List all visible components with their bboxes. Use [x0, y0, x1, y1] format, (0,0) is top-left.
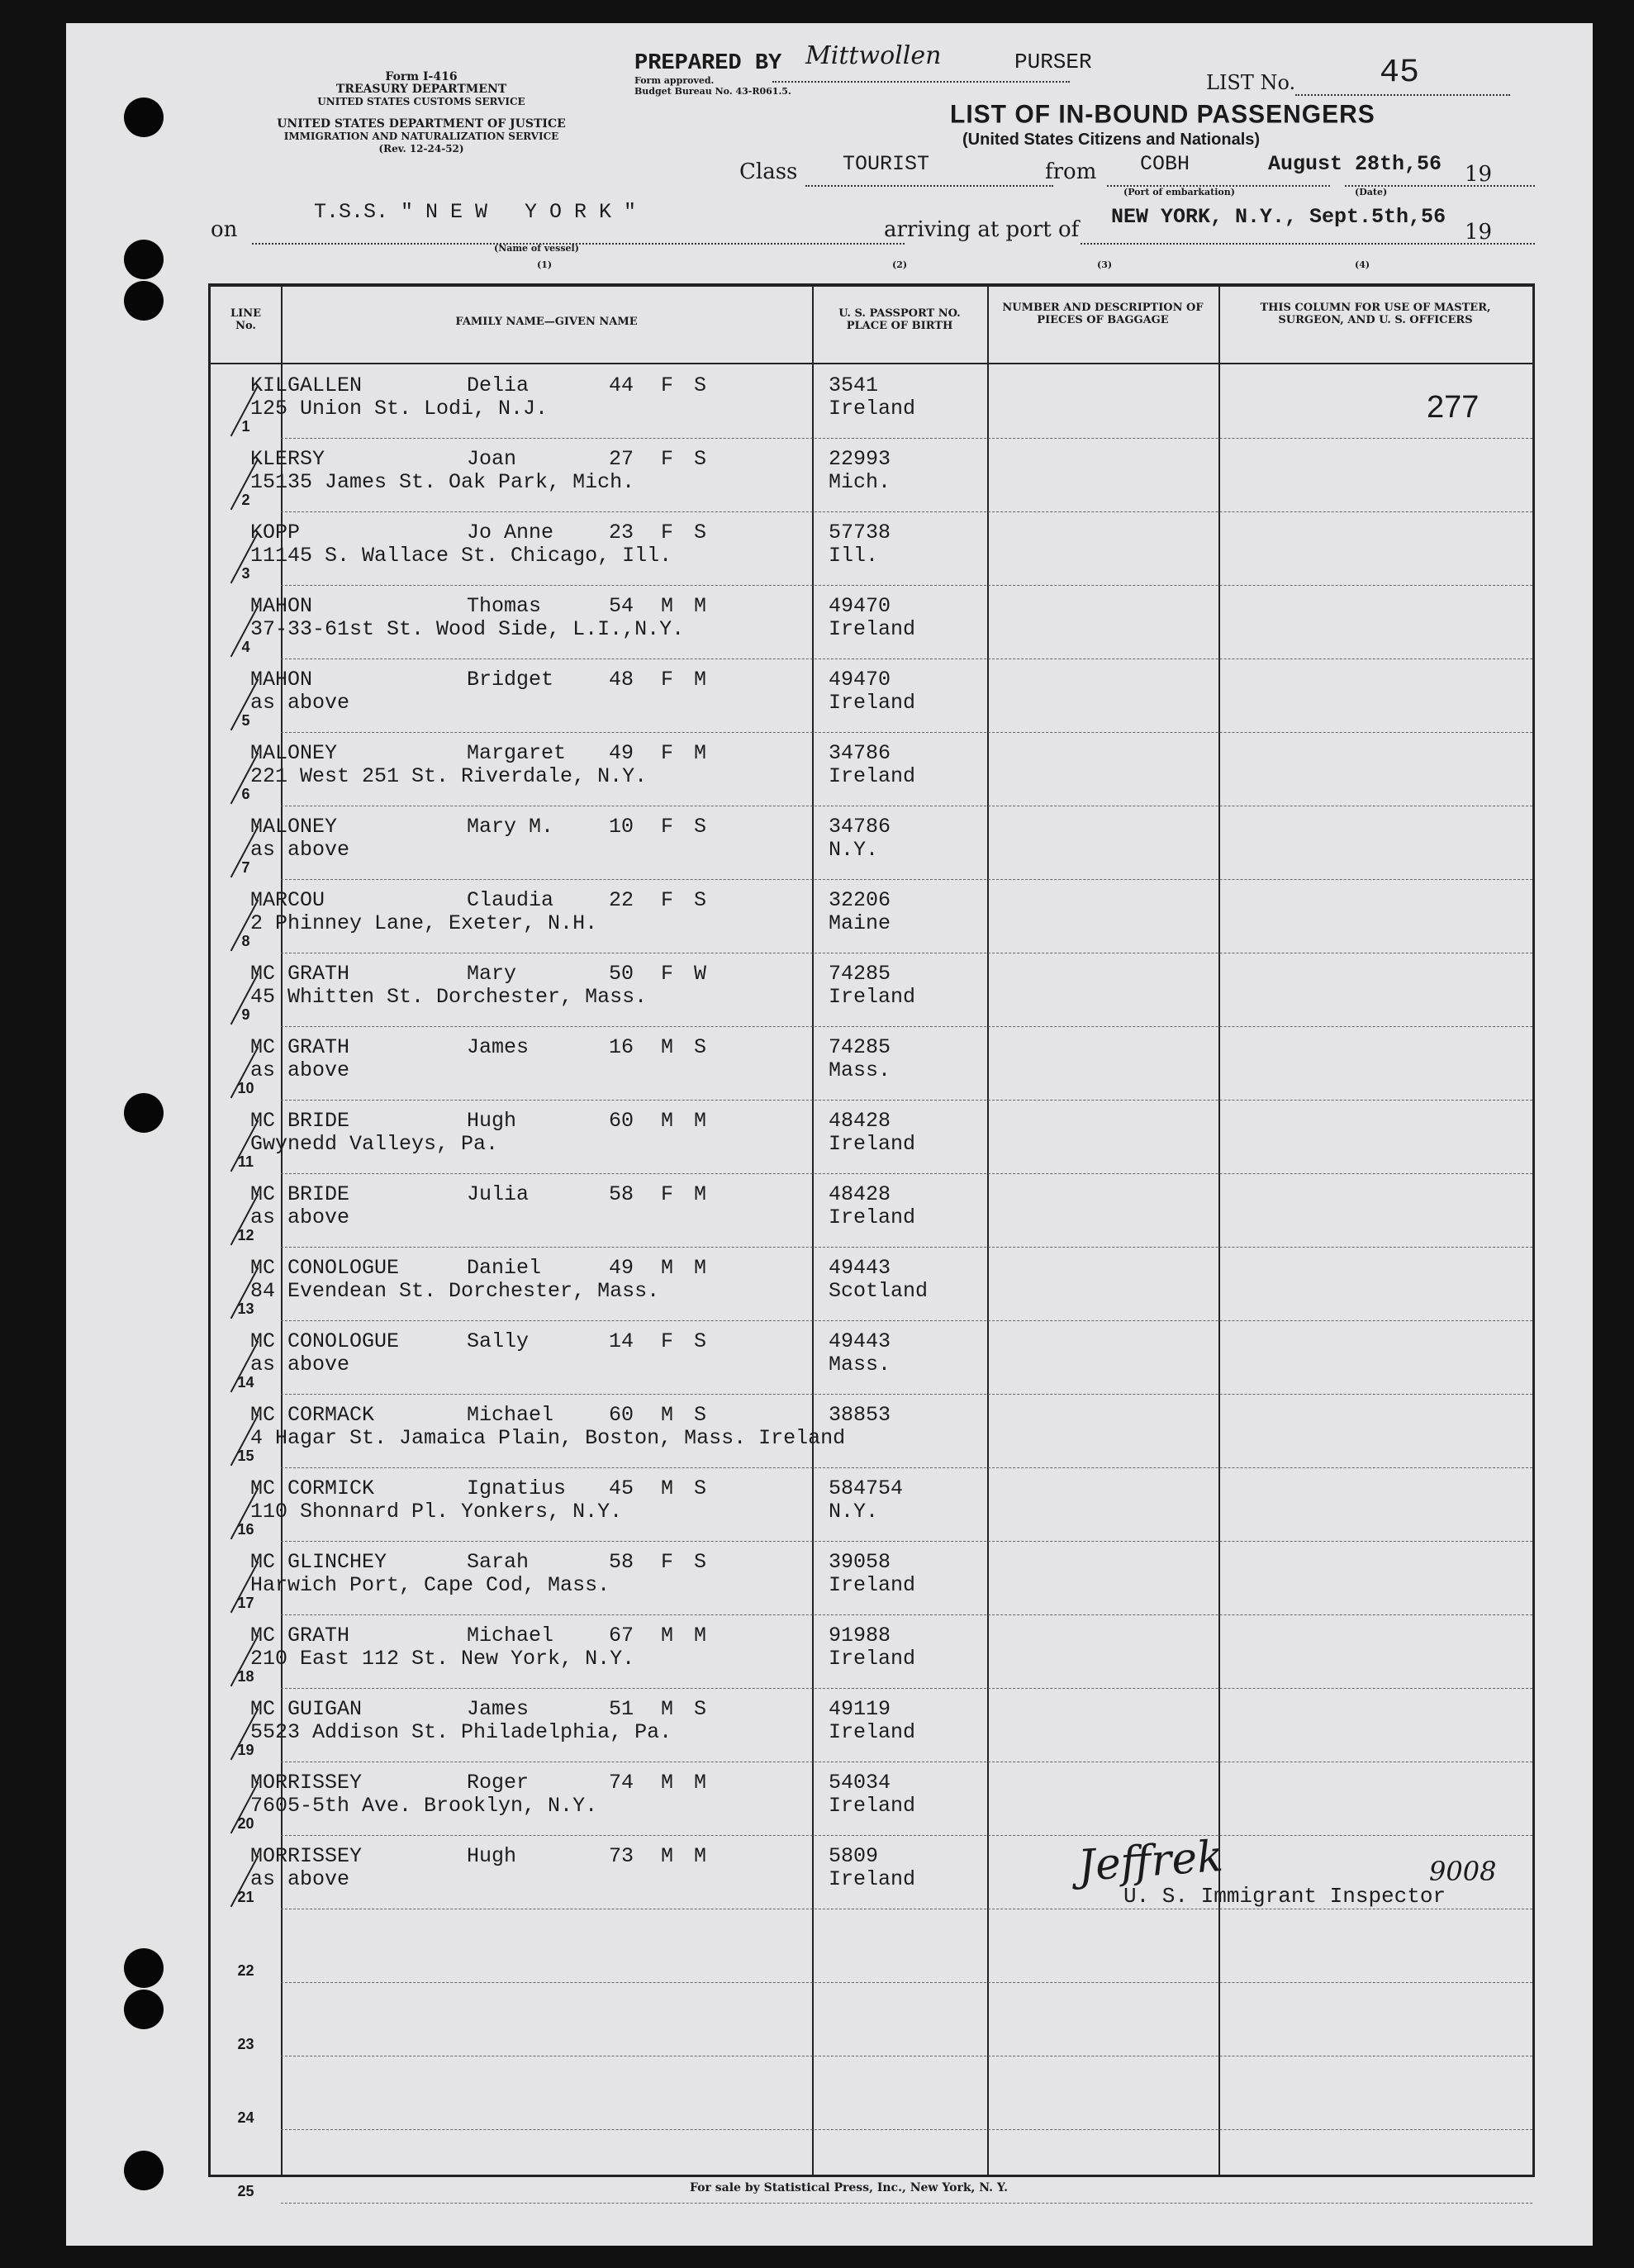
given-name: Ignatius [467, 1476, 567, 1500]
sex: F [661, 373, 674, 397]
sex: F [661, 1329, 674, 1353]
marital-status: M [694, 594, 707, 618]
date-value: August 28th,56 [1268, 152, 1442, 176]
place-of-birth: Scotland [829, 1279, 929, 1303]
family-name: MAHON [250, 668, 313, 692]
given-name: Michael [467, 1624, 554, 1648]
given-name: Thomas [467, 594, 542, 618]
justice-dept: UNITED STATES DEPARTMENT OF JUSTICE [277, 117, 566, 131]
line-number: 5 [241, 712, 250, 729]
line-number: 7 [241, 859, 250, 876]
age: 16 [609, 1035, 634, 1059]
marital-status: S [694, 373, 707, 397]
age: 54 [609, 594, 634, 618]
marital-status: M [694, 1844, 707, 1868]
punch-hole-4 [124, 1093, 164, 1133]
sex: M [661, 1697, 674, 1721]
family-name: MC GRATH [250, 962, 350, 986]
table-row [211, 1689, 1532, 1762]
age: 44 [609, 373, 634, 397]
punch-hole-2 [124, 240, 164, 279]
sex: M [661, 1476, 674, 1500]
table-row [211, 806, 1532, 880]
table-row [211, 1983, 1532, 2056]
marital-status: S [694, 815, 707, 839]
sex: F [661, 962, 674, 986]
given-name: Hugh [467, 1109, 517, 1133]
table-row [211, 659, 1532, 733]
header-name: FAMILY NAME—GIVEN NAME [455, 316, 638, 328]
address: Gwynedd Valleys, Pa. [250, 1132, 499, 1156]
passport-number: 39058 [829, 1550, 891, 1574]
list-no-underline [1295, 94, 1510, 96]
sex: M [661, 1109, 674, 1133]
place-of-birth: N.Y. [829, 1500, 879, 1524]
family-name: MC CONOLOGUE [250, 1256, 400, 1280]
class-underline [805, 185, 1053, 187]
header-line-no: LINE No. [230, 307, 261, 332]
passport-number: 48428 [829, 1109, 891, 1133]
arriving-label: arriving at port of [884, 217, 1080, 242]
family-name: KLERSY [250, 447, 325, 471]
marital-status: S [694, 1403, 707, 1427]
from-label: from [1045, 159, 1097, 184]
class-label: Class [739, 159, 798, 184]
line-number: 20 [237, 1815, 254, 1832]
marital-status: S [694, 1476, 707, 1500]
sex: F [661, 521, 674, 544]
port-embark-value: COBH [1140, 152, 1190, 176]
table-row [211, 1395, 1532, 1468]
sex: F [661, 815, 674, 839]
line-number: 14 [237, 1374, 254, 1391]
sex: F [661, 447, 674, 471]
table-row [211, 439, 1532, 512]
passport-number: 49119 [829, 1697, 891, 1721]
address: 5523 Addison St. Philadelphia, Pa. [250, 1720, 672, 1744]
age: 27 [609, 447, 634, 471]
line-number: 21 [237, 1889, 254, 1905]
given-name: Mary M. [467, 815, 554, 839]
line-number: 25 [237, 2183, 254, 2199]
address: as above [250, 1058, 350, 1082]
age: 51 [609, 1697, 634, 1721]
family-name: MALONEY [250, 741, 338, 765]
given-name: Joan [467, 447, 517, 471]
family-name: MORRISSEY [250, 1771, 363, 1795]
passport-number: 49470 [829, 668, 891, 692]
address: as above [250, 838, 350, 862]
punch-hole-3 [124, 281, 164, 321]
marital-status: S [694, 1550, 707, 1574]
sex: M [661, 1403, 674, 1427]
passport-number: 3541 [829, 373, 879, 397]
on-label: on [211, 217, 238, 242]
arrival-port-date: NEW YORK, N.Y., Sept.5th,56 [1111, 205, 1446, 229]
family-name: MC GRATH [250, 1624, 350, 1648]
place-of-birth: Ireland [829, 764, 916, 788]
passport-number: 74285 [829, 1035, 891, 1059]
table-row [211, 1909, 1532, 1983]
address: 15135 James St. Oak Park, Mich. [250, 470, 635, 494]
address: as above [250, 1867, 350, 1891]
sex: M [661, 1256, 674, 1280]
family-name: KILGALLEN [250, 373, 363, 397]
place-of-birth: Ireland [829, 1647, 916, 1671]
header-divider [211, 363, 1532, 364]
given-name: Roger [467, 1771, 530, 1795]
place-of-birth: Ireland [829, 1794, 916, 1818]
table-row [211, 512, 1532, 586]
family-name: MARCOU [250, 888, 325, 912]
address: as above [250, 1205, 350, 1229]
sex: F [661, 1550, 674, 1574]
address: 2 Phinney Lane, Exeter, N.H. [250, 911, 598, 935]
given-name: Mary [467, 962, 517, 986]
punch-hole-7 [124, 2151, 164, 2190]
family-name: MC GRATH [250, 1035, 350, 1059]
given-name: Michael [467, 1403, 554, 1427]
given-name: Sally [467, 1329, 530, 1353]
passport-number: 32206 [829, 888, 891, 912]
address: 45 Whitten St. Dorchester, Mass. [250, 985, 648, 1009]
table-row [211, 1101, 1532, 1174]
revision-date: (Rev. 12-24-52) [378, 143, 464, 155]
given-name: Julia [467, 1182, 530, 1206]
list-no-value: 45 [1380, 55, 1420, 92]
age: 74 [609, 1771, 634, 1795]
line-number: 13 [237, 1300, 254, 1317]
family-name: MC BRIDE [250, 1109, 350, 1133]
passport-number: 34786 [829, 815, 891, 839]
line-number: 2 [241, 492, 250, 508]
age: 60 [609, 1403, 634, 1427]
line-number: 10 [237, 1080, 254, 1096]
age: 58 [609, 1182, 634, 1206]
purser-label: PURSER [1014, 50, 1092, 74]
line-number: 23 [237, 2036, 254, 2052]
line-number: 3 [241, 565, 250, 582]
header-passport: U. S. PASSPORT NO. PLACE OF BIRTH [838, 307, 961, 332]
address: as above [250, 691, 350, 715]
age: 58 [609, 1550, 634, 1574]
class-value: TOURIST [843, 152, 930, 176]
family-name: MC CORMACK [250, 1403, 375, 1427]
age: 50 [609, 962, 634, 986]
place-of-birth: Ireland [829, 1205, 916, 1229]
line-number: 9 [241, 1006, 250, 1023]
table-row [211, 1248, 1532, 1321]
given-name: James [467, 1697, 530, 1721]
family-name: MC GLINCHEY [250, 1550, 387, 1574]
form-approved: Form approved. [634, 75, 715, 86]
marital-status: S [694, 1035, 707, 1059]
place-of-birth: Ireland [829, 691, 916, 715]
table-row [211, 1468, 1532, 1542]
place-of-birth: Mass. [829, 1353, 891, 1376]
family-name: MC CORMICK [250, 1476, 375, 1500]
address: as above [250, 1353, 350, 1376]
year-prefix: 19 [1465, 162, 1493, 187]
marital-status: M [694, 741, 707, 765]
line-number: 12 [237, 1227, 254, 1243]
family-name: MALONEY [250, 815, 338, 839]
passport-number: 584754 [829, 1476, 904, 1500]
age: 49 [609, 741, 634, 765]
address: 210 East 112 St. New York, N.Y. [250, 1647, 635, 1671]
place-of-birth: Mass. [829, 1058, 891, 1082]
place-of-birth: Ireland [829, 1867, 916, 1891]
family-name: MC GUIGAN [250, 1697, 363, 1721]
table-row [211, 1762, 1532, 1836]
table-row [211, 1542, 1532, 1615]
passport-number: 74285 [829, 962, 891, 986]
age: 73 [609, 1844, 634, 1868]
age: 60 [609, 1109, 634, 1133]
marital-status: M [694, 1182, 707, 1206]
row-divider [281, 2203, 1532, 2204]
marital-status: M [694, 1624, 707, 1648]
inspector-label: U. S. Immigrant Inspector [1123, 1884, 1446, 1909]
place-of-birth: Ireland [829, 985, 916, 1009]
address: 7605-5th Ave. Brooklyn, N.Y. [250, 1794, 598, 1818]
form-number: Form I-416 [385, 70, 458, 83]
address: Harwich Port, Cape Cod, Mass. [250, 1573, 610, 1597]
table-row [211, 2056, 1532, 2130]
date-caption: (Date) [1355, 187, 1388, 197]
col-num-3: (3) [1097, 259, 1113, 270]
col-num-4: (4) [1355, 259, 1370, 270]
sex: F [661, 888, 674, 912]
header-officers: THIS COLUMN FOR USE OF MASTER, SURGEON, AND U. S. OFFICERS [1260, 302, 1491, 326]
address: 110 Shonnard Pl. Yonkers, N.Y. [250, 1500, 623, 1524]
sex: M [661, 594, 674, 618]
family-name: MORRISSEY [250, 1844, 363, 1868]
line-number: 4 [241, 639, 250, 655]
sex: F [661, 668, 674, 692]
inspector-signature: Jeffrek [1076, 1831, 1225, 1892]
place-of-birth: Maine [829, 911, 891, 935]
list-no-label: LIST No. [1206, 71, 1296, 94]
given-name: Margaret [467, 741, 567, 765]
place-of-birth: Ireland [829, 397, 916, 421]
passport-number: 38853 [829, 1403, 891, 1427]
table-row [211, 365, 1532, 439]
given-name: Daniel [467, 1256, 542, 1280]
sex: M [661, 1771, 674, 1795]
customs-service: UNITED STATES CUSTOMS SERVICE [317, 96, 525, 107]
table-row [211, 1615, 1532, 1689]
footer-print: For sale by Statistical Press, Inc., New York, N. Y. [690, 2181, 1008, 2194]
age: 22 [609, 888, 634, 912]
prepared-by-name: Mittwollen [805, 41, 942, 70]
line-number: 18 [237, 1668, 254, 1685]
budget-bureau: Budget Bureau No. 43-R061.5. [634, 86, 791, 97]
marital-status: S [694, 888, 707, 912]
place-of-birth: Mich. [829, 470, 891, 494]
passport-number: 54034 [829, 1771, 891, 1795]
place-of-birth: Ireland [829, 1132, 916, 1156]
address: 125 Union St. Lodi, N.J. [250, 397, 549, 421]
line-number: 16 [237, 1521, 254, 1538]
marital-status: M [694, 668, 707, 692]
punch-hole-6 [124, 1990, 164, 2029]
sex: F [661, 1182, 674, 1206]
given-name: James [467, 1035, 530, 1059]
table-row [211, 880, 1532, 953]
given-name: Bridget [467, 668, 554, 692]
line-number: 6 [241, 786, 250, 802]
passport-number: 22993 [829, 447, 891, 471]
vessel-name: T.S.S. " N E W Y O R K " [314, 200, 637, 224]
given-name: Claudia [467, 888, 554, 912]
line-number: 15 [237, 1448, 254, 1464]
col-num-1: (1) [537, 259, 553, 270]
place-of-birth: Ireland [829, 1720, 916, 1744]
prepared-by-underline [772, 81, 1070, 83]
punch-hole-5 [124, 1948, 164, 1988]
table-row [211, 1174, 1532, 1248]
address: 84 Evendean St. Dorchester, Mass. [250, 1279, 660, 1303]
port-embark-caption: (Port of embarkation) [1123, 187, 1235, 197]
marital-status: S [694, 521, 707, 544]
passport-number: 57738 [829, 521, 891, 544]
address: 4 Hagar St. Jamaica Plain, Boston, Mass. Ireland [250, 1426, 846, 1450]
year-prefix-2: 19 [1465, 220, 1493, 245]
line-number: 11 [237, 1153, 254, 1170]
given-name: Hugh [467, 1844, 517, 1868]
table-row [211, 586, 1532, 659]
manifest-sheet [66, 23, 1593, 2246]
sex: M [661, 1035, 674, 1059]
given-name: Jo Anne [467, 521, 554, 544]
table-row [211, 1027, 1532, 1101]
line-number: 22 [237, 1962, 254, 1979]
marital-status: S [694, 447, 707, 471]
punch-hole-1 [124, 97, 164, 137]
family-name: MC BRIDE [250, 1182, 350, 1206]
family-name: MC CONOLOGUE [250, 1329, 400, 1353]
marital-status: M [694, 1256, 707, 1280]
age: 45 [609, 1476, 634, 1500]
sex: M [661, 1844, 674, 1868]
form-subtitle: (United States Citizens and Nationals) [962, 131, 1261, 149]
address: 37-33-61st St. Wood Side, L.I.,N.Y. [250, 617, 685, 641]
address: 11145 S. Wallace St. Chicago, Ill. [250, 544, 672, 568]
age: 14 [609, 1329, 634, 1353]
line-number: 1 [241, 418, 250, 435]
given-name: Sarah [467, 1550, 530, 1574]
marital-status: W [694, 962, 707, 986]
place-of-birth: Ireland [829, 617, 916, 641]
table-row [211, 733, 1532, 806]
passport-number: 49443 [829, 1329, 891, 1353]
inspector-id: 9008 [1429, 1856, 1497, 1887]
age: 48 [609, 668, 634, 692]
line-number: 17 [237, 1595, 254, 1611]
prepared-by-label: PREPARED BY [634, 51, 782, 76]
address: 221 West 251 St. Riverdale, N.Y. [250, 764, 648, 788]
age: 10 [609, 815, 634, 839]
header-baggage: NUMBER AND DESCRIPTION OF PIECES OF BAGGAGE [1002, 302, 1204, 326]
sex: F [661, 741, 674, 765]
form-title: LIST OF IN-BOUND PASSENGERS [950, 100, 1375, 129]
passport-number: 48428 [829, 1182, 891, 1206]
family-name: KOPP [250, 521, 301, 544]
passport-number: 49470 [829, 594, 891, 618]
marital-status: M [694, 1771, 707, 1795]
table-row [211, 1321, 1532, 1395]
age: 67 [609, 1624, 634, 1648]
officer-stamp-number: 277 [1427, 390, 1480, 425]
line-number: 8 [241, 933, 250, 949]
vessel-caption: (Name of vessel) [494, 243, 579, 254]
passport-number: 49443 [829, 1256, 891, 1280]
line-number: 24 [237, 2109, 254, 2126]
age: 23 [609, 521, 634, 544]
ins-service: IMMIGRATION AND NATURALIZATION SERVICE [283, 131, 559, 142]
sex: M [661, 1624, 674, 1648]
marital-status: S [694, 1697, 707, 1721]
marital-status: M [694, 1109, 707, 1133]
table-row [211, 953, 1532, 1027]
age: 49 [609, 1256, 634, 1280]
family-name: MAHON [250, 594, 313, 618]
place-of-birth: N.Y. [829, 838, 879, 862]
given-name: Delia [467, 373, 530, 397]
treasury-dept: TREASURY DEPARTMENT [335, 83, 507, 96]
col-num-2: (2) [892, 259, 908, 270]
marital-status: S [694, 1329, 707, 1353]
passport-number: 91988 [829, 1624, 891, 1648]
place-of-birth: Ireland [829, 1573, 916, 1597]
passport-number: 34786 [829, 741, 891, 765]
line-number: 19 [237, 1742, 254, 1758]
passport-number: 5809 [829, 1844, 879, 1868]
place-of-birth: Ill. [829, 544, 879, 568]
